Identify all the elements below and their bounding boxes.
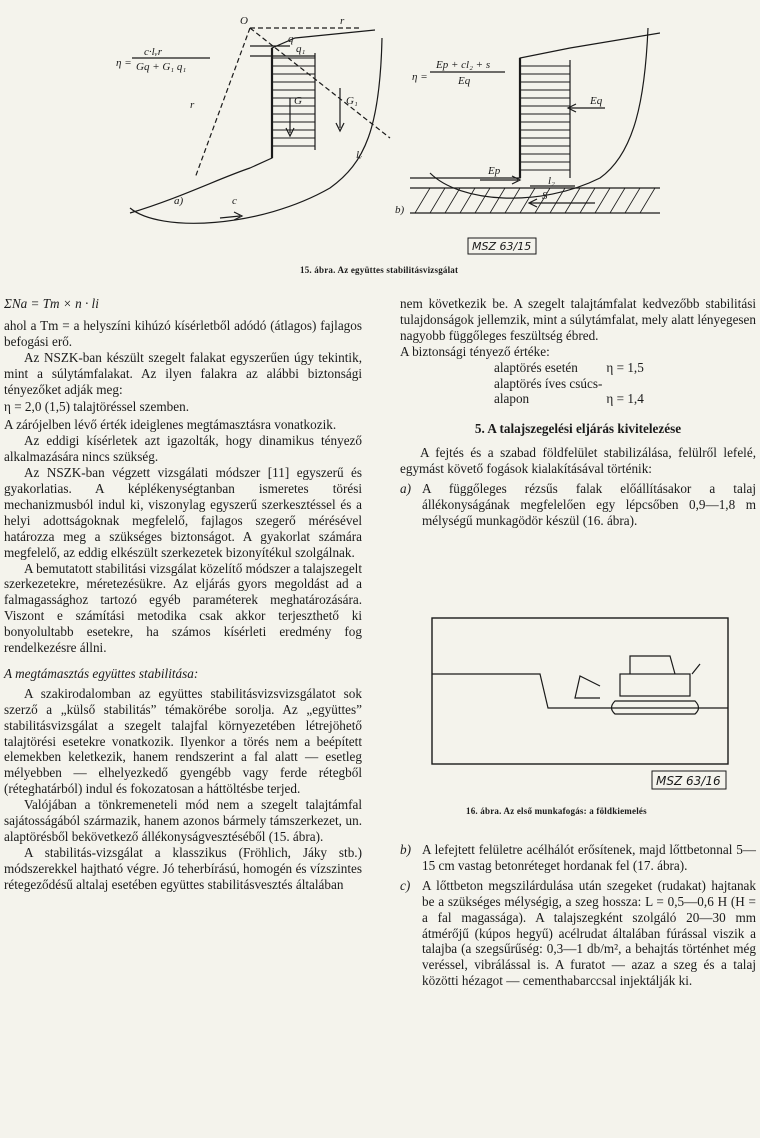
bt-label: alapon: [494, 391, 530, 407]
label-lv: lᵥ: [356, 149, 363, 161]
figure-15-caption: 15. ábra. Az együttes stabilitásvizsgálat: [300, 265, 459, 275]
right-column-bottom: [400, 842, 756, 989]
bulldozer-cab: [630, 656, 675, 674]
label-Ep: Ep: [488, 165, 501, 177]
left-column: [4, 292, 362, 893]
paragraph: ahol a Tm = a helyszíni kihúzó kísérletből adódó (átlagos) fajlagos befogási erő.: [4, 317, 362, 349]
list-text: A lefejtett felületre acélhálót erősítenek, majd lőttbetonnal 5—15 cm vastag betonréteget hordanak fel (17. ábra).: [422, 842, 756, 873]
paragraph: A fejtés és a szabad földfelület stabilizálása, felülről lefelé, egymást követő fogások kialakításával történik:: [400, 445, 756, 477]
label-G1: G₁: [346, 95, 358, 107]
figure-16-caption: 16. ábra. Az első munkafogás: a földkiemelés: [466, 806, 647, 816]
section-heading: 5. A talajszegelési eljárás kivitelezése: [474, 421, 682, 437]
list-label: b): [400, 842, 411, 857]
paragraph: Az NSZK-ban végzett vizsgálati módszer [11] egyszerű és gyakorlatias. A képlékenységtanban ismeretes törési mechanizmusból indul ki, viszonylag egyszerű szerkesztéssel és a helyi adottságoknak megfelelő, fajlagos szegerő mérésével határozza meg a szükséges biztonságot. A gyakorlat számára megfelelő, az eddig elkészült szerkezetek bizonyítékul szolgálnak.: [4, 465, 362, 560]
bt-label: alaptörés esetén: [494, 359, 578, 375]
bt-value: η = 1,4: [606, 391, 644, 407]
bt-value: η = 1,5: [606, 359, 644, 375]
label-c: c: [232, 195, 237, 207]
label-q: q: [288, 33, 294, 45]
list-item-a: [400, 481, 756, 529]
label-Eq: Eq: [590, 95, 603, 107]
list-label: c): [400, 877, 411, 893]
paragraph: A szakirodalomban az együttes stabilitásvizsvizsgálatot sok szerző a „külső stabilitás” témakörébe sorolja. Az „együttes” stabilitásvizsgálat a szegelt talajfal környezetében létrejöhető talajtörési esetekre vonatkozik. Ilyenkor a törés nem a beépített elemekben keletkezik, hanem rendszerint a fal alatt — esetleg mélyebben — elhelyezkedő gyengébb vagy ferde rétegből (réteghatárból) indul és fokozatosan a háttöltésbe terjed.: [4, 685, 362, 797]
label-S: S: [542, 190, 548, 202]
label-q1: q₁: [296, 43, 306, 55]
stamp-15: MSZ 63/15: [472, 240, 532, 253]
label-G: G: [294, 95, 302, 107]
label-r-left: r: [190, 99, 195, 111]
label-O: O: [240, 15, 248, 27]
equation-2: η = 2,0 (1,5) talajtöréssel szemben.: [4, 399, 189, 415]
excavation-line: [432, 674, 728, 708]
paragraph: Az NSZK-ban készült szegelt falakat egyszerűen úgy tekintik, mint a súlytámfalakat. Az ilyen falakra az alábbi biztonsági tényezőket adják meg:: [4, 349, 362, 397]
label-l2: l₂: [548, 175, 555, 187]
label-r-top: r: [340, 15, 345, 27]
figure-15-diagram: [100, 8, 660, 263]
label-b: b): [395, 204, 405, 216]
paragraph: Valójában a tönkremeneteli mód nem a szegelt talajtámfal sajátosságából származik, hanem azonos bármely támszerkezet, un. alaptörésből bekövetkező állékonyságvesztéséből (15. ábra).: [4, 797, 362, 844]
figure-16: [430, 616, 730, 796]
list-text: A lőttbeton megszilárdulása után szegeket (rudakat) hajtanak be a szükséges mélységig, a szeg hossza: L = 0,5—0,6 H (H = a fal magassága). A talajszegként szolgáló 20—30 mm átmérőjű (kúpos hegyű) acélrudat általában fúrással viszik a talajba (a szegsűrűség: 0,3—1 db/m², a behajtás történhet még veréssel, vibrálással is. A furatot — azaz a szeg és a talaj közötti hézagot — cementhabarccsal injektálják ki.: [422, 877, 756, 989]
stamp-16: MSZ 63/16: [656, 774, 721, 788]
safety-factor-table: [494, 360, 756, 408]
eq-right-den: Eq: [458, 75, 471, 87]
section-subtitle: A megtámasztás együttes stabilitása:: [4, 665, 199, 681]
paragraph: A bemutatott stabilitási vizsgálat közelítő módszer a talajszegelt szerkezetekre, méretezésükre. Az eljárás gyors megoldást ad a falmagassághoz tartozó egyéb paraméterek meghatározására. Viszont e számítási metodika csak akkor terjeszthető ki bonyolultabb esetekre, ha számos kísérleti eredmény fog rendelkezésre állni.: [4, 560, 363, 656]
equation-1: ΣNa = Tm × n · li: [4, 296, 99, 311]
list-label: a): [400, 481, 411, 497]
eq-left-num: c·lᵥr: [144, 46, 163, 58]
figure-16-diagram: [430, 616, 730, 796]
paragraph: A stabilitás-vizsgálat a klasszikus (Fröhlich, Jáky stb.) módszerekkel hajtható végre. Jó teherbírású, homogén és vízszintes rétegeződésű altalaj esetében együttes stabilitásvesztés általában: [4, 844, 362, 892]
paragraph: Az eddigi kísérletek azt igazolták, hogy dinamikus tényező alkalmazására nincs szükség.: [4, 433, 362, 465]
bt-label: alaptörés íves csúcs-: [494, 375, 603, 391]
paragraph: A zárójelben lévő érték ideiglenes megtámasztásra vonatkozik.: [4, 417, 337, 433]
figure-15: [100, 8, 660, 263]
paragraph: A biztonsági tényező értéke:: [400, 343, 550, 359]
eq-left-den: Gq + G₁ q₁: [136, 61, 187, 73]
list-item-b: [400, 842, 756, 874]
eq-right-num: Ep + cl₂ + s: [436, 59, 491, 71]
paragraph: nem következik be. A szegelt talajtámfalat kedvezőbb stabilitási tulajdonságok jellemzik, mint a súlytámfalat, mely alatt lényegesen nagyobb függőleges feszültség ébred.: [400, 296, 756, 343]
list-item-c: [400, 878, 756, 989]
eq-left-prefix: η =: [116, 57, 132, 69]
eq-right-prefix: η =: [412, 71, 428, 83]
right-column: [400, 296, 756, 529]
list-text: A függőleges rézsűs falak előállításakor a talaj állékonyságának megfelelően egy lépcsőben 0,9—1,8 m mélységű munkagödör készül (16. ábra).: [422, 481, 756, 528]
label-a: a): [174, 195, 184, 207]
